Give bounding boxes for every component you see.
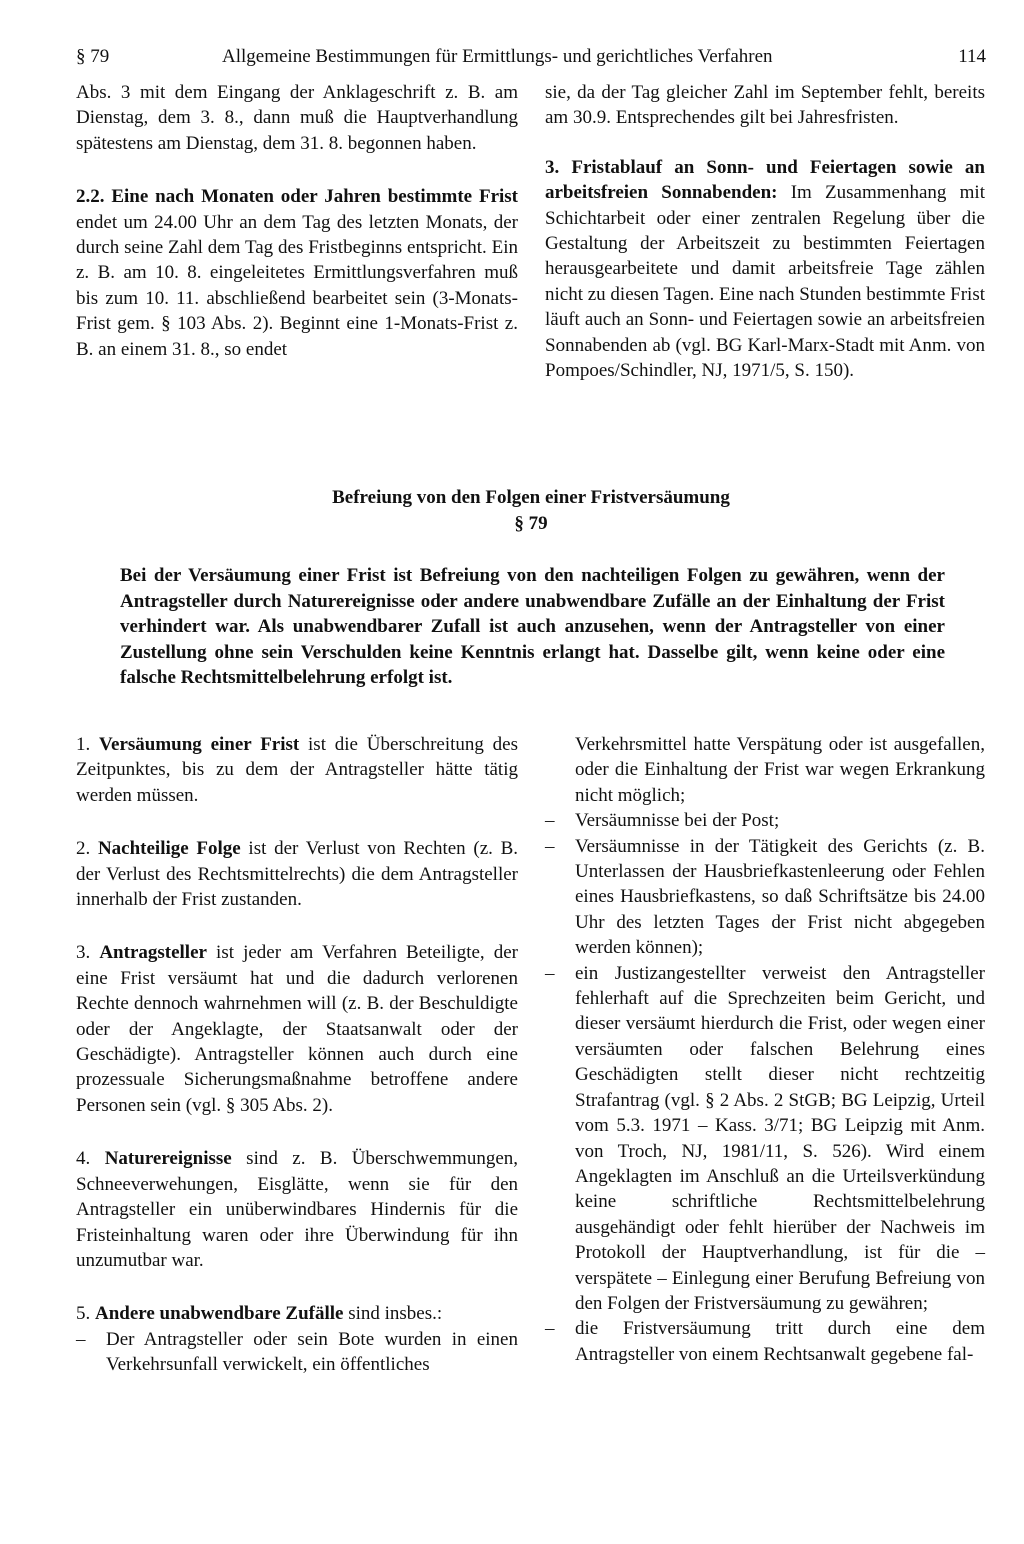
commentary-item-5 <box>76 1301 518 1326</box>
commentary-item-1 <box>76 732 518 808</box>
column-top-left <box>76 80 518 362</box>
paragraph-2-2 <box>76 184 518 362</box>
item-number: 5. <box>76 1303 95 1325</box>
list-item-dash <box>545 1316 985 1367</box>
dash-marker: – <box>545 962 555 984</box>
commentary-item-2 <box>76 836 518 912</box>
item-text: ist jeder am Verfahren Beteiligte, der eine Frist versäumt hat und die dadurch verlorenen Rechte dennoch wahrnehmen will (z. B. der Beschuldigte oder der Angeklagte, der Staatsanwalt oder der Geschädigte). Antragsteller können auch durch eine prozessuale Sicherungsmaßnahme betroffene andere Personen sein (vgl. § 305 Abs. 2). <box>76 942 518 1116</box>
list-item-continuation: Verkehrsmittel hatte Verspätung oder ist ausgefallen, oder die Einhaltung der Frist war wegen Erkrankung nicht möglich; <box>575 734 985 806</box>
page-number: 114 <box>958 46 986 67</box>
list-item-text: die Fristversäumung tritt durch eine dem Antragsteller von einem Rechtsanwalt gegebene fal- <box>575 1318 985 1365</box>
column-bottom-left <box>76 732 518 1378</box>
item-lead: Nachteilige Folge <box>97 838 241 860</box>
item-lead: Versäumung einer Frist <box>99 734 300 755</box>
list-item-text: ein Justizangestellter verweist den Antragsteller fehlerhaft auf die Sprechzeiten beim Gericht, und dieser versäumt hierdurch die Frist, oder wegen einer versäumten oder falschen Belehrung eines Geschädigten stellt dieser nicht rechtzeitig Strafantrag (vgl. § 2 Abs. 2 StGB; BG Leipzig, Urteil vom 5.3. 1971 – Kass. 3/71; BG Leipzig mit Anm. von Troch, NJ, 1981/11, S. 526). Wird einem Angeklagten im Anschluß an die Urteilsverkündung keine schriftliche Rechtsmittelbelehrung ausgehändigt oder fehlt hierüber der Nachweis im Protokoll der Hauptverhandlung, ist für die – verspätete – Einlegung einer Berufung Befreiung von den Folgen der Fristversäumung zu gewähren; <box>575 962 985 1314</box>
item-lead: Naturereignisse <box>104 1148 232 1170</box>
dash-marker: – <box>545 835 555 857</box>
list-item-text: Der Antragsteller oder sein Bote wurden in einen Verkehrsunfall verwickelt, ein öffentliches <box>106 1328 518 1376</box>
section-heading <box>76 485 986 537</box>
section-paragraph-number: § 79 <box>514 513 548 534</box>
list-item-text: Versäumnisse bei der Post; <box>575 810 780 832</box>
item-text: sind insbes.: <box>343 1303 443 1325</box>
dash-marker: – <box>545 810 555 832</box>
paragraph-lead: 3. Fristablauf an Sonn- und Feiertagen sowie an arbeitsfreien Sonnabenden: <box>545 156 985 204</box>
header-section-number: § 79 <box>76 46 110 67</box>
paragraph-text: endet um 24.00 Uhr an dem Tag des letzten Monats, der durch seine Zahl dem Tag des Fristbeginns entspricht. Ein z. B. am 10. 8. eingeleitetes Ermittlungsverfahren muß bis zum 10. 11. abschließend bearbeitet sein (3-Monats-Frist gem. § 103 Abs. 2). Beginnt eine 1-Monats-Frist z. B. an einem 31. 8., so endet <box>76 211 518 360</box>
item-text: ist die Überschreitung des Zeitpunktes, bis zu dem der Antragsteller hätte tätig werden müssen. <box>76 734 519 806</box>
list-item-dash <box>545 961 985 1317</box>
list-item-dash <box>545 834 985 961</box>
commentary-item-4 <box>76 1146 518 1273</box>
paragraph-text: Im Zusammenhang mit Schichtarbeit oder einer zentralen Regelung über die Gestaltung der Arbeitszeit zu bestimmten Feiertagen herausgearbeitete und damit arbeitsfreie Tage zählen nicht zu diesen Tagen. Eine nach Stunden bestimmte Frist läuft auch an Sonn- und Feiertagen sowie an arbeitsfreien Sonnabenden ab (vgl. BG Karl-Marx-Stadt mit Anm. von Pompoes/Schindler, NJ, 1971/5, S. 150). <box>545 182 985 382</box>
list-item-text: Versäumnisse in der Tätigkeit des Gerichts (z. B. Unterlassen der Hausbriefkastenleerung oder Fehlen eines Hausbriefkastens, so daß Schriftsätze bis 24.00 Uhr des letzten Tages der Frist nicht abgegeben werden können); <box>575 835 985 959</box>
paragraph-continuation: Abs. 3 mit dem Eingang der Anklageschrift z. B. am Dienstag, dem 3. 8., dann muß die Hauptverhandlung spätestens am Dienstag, dem 31. 8. begonnen haben. <box>76 82 518 154</box>
list-item-dash <box>76 1327 518 1378</box>
column-bottom-right <box>545 732 985 1367</box>
section-title: Befreiung von den Folgen einer Fristversäumung <box>332 487 730 508</box>
dash-marker: – <box>545 1318 555 1340</box>
item-text: sind z. B. Überschwemmungen, Schneeverwehungen, Eisglätte, wenn sie für den Antragsteller ein unüberwindbares Hindernis für die Fristeinhaltung waren oder ihre Überwindung für ihn unzumutbar war. <box>76 1148 519 1271</box>
statute-text: Bei der Versäumung einer Frist ist Befreiung von den nachteiligen Folgen zu gewähren, wenn der Antragsteller durch Naturereignisse oder andere unabwendbare Zufälle an der Einhaltung der Frist verhindert war. Als unabwendbarer Zufall ist auch anzusehen, wenn der Antragsteller von einer Zustellung ohne sein Verschulden keine Kenntnis erlangt hat. Dasselbe gilt, wenn keine oder eine falsche Rechtsmittelbelehrung erfolgt ist. <box>120 565 945 688</box>
item-text: ist der Verlust von Rechten (z. B. der Verlust des Rechtsmittelrechts) die dem Antragsteller innerhalb der Frist zustanden. <box>76 838 518 911</box>
item-number: 3. <box>76 942 100 964</box>
paragraph-continuation: sie, da der Tag gleicher Zahl im September fehlt, bereits am 30.9. Entsprechendes gilt bei Jahresfristen. <box>545 82 985 129</box>
paragraph-3 <box>545 155 985 384</box>
commentary-item-3 <box>76 940 518 1118</box>
item-lead: Andere unabwendbare Zufälle <box>95 1303 344 1325</box>
list-item-dash <box>545 808 985 833</box>
item-number: 4. <box>76 1148 105 1170</box>
paragraph-lead: 2.2. Eine nach Monaten oder Jahren bestimmte Frist <box>76 186 518 208</box>
header-title: Allgemeine Bestimmungen für Ermittlungs- und gerichtliches Verfahren <box>222 46 773 67</box>
page-header <box>76 42 986 72</box>
column-top-right <box>545 80 985 383</box>
item-lead: Antragsteller <box>99 942 207 964</box>
item-number: 2. <box>76 838 98 860</box>
item-number: 1. <box>76 734 100 755</box>
dash-marker: – <box>76 1328 86 1350</box>
